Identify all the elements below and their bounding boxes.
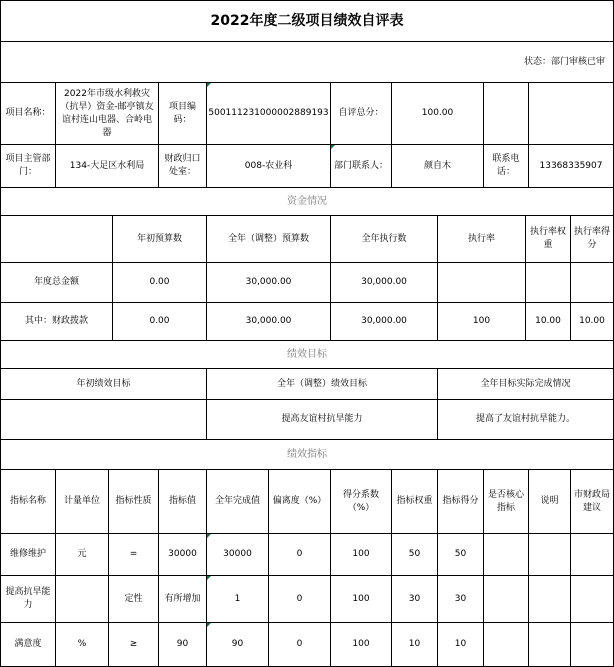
indicators-header: 得分系数（%） bbox=[342, 489, 379, 513]
comment-marker-icon bbox=[207, 534, 211, 538]
indicator-cell: 100 bbox=[352, 549, 370, 559]
indicator-cell bbox=[529, 534, 570, 575]
funds-cell bbox=[526, 263, 570, 302]
project-code-value: 500111231000002889193 bbox=[208, 108, 329, 118]
indicator-cell bbox=[571, 534, 613, 575]
goals-header: 全年目标实际完成情况 bbox=[480, 378, 571, 389]
indicators-section-title: 绩效指标 bbox=[287, 449, 327, 460]
funds-cell: 30,000.00 bbox=[361, 316, 407, 326]
comment-marker-icon bbox=[331, 145, 335, 149]
indicator-cell: 100 bbox=[352, 593, 370, 604]
funds-cell bbox=[438, 263, 525, 302]
indicator-cell: 30000 bbox=[223, 549, 252, 559]
indicator-cell bbox=[484, 623, 528, 666]
indicators-header: 计量单位 bbox=[63, 496, 100, 506]
project-code-label: 项目编码： bbox=[168, 101, 196, 125]
goals-header: 全年（调整）绩效目标 bbox=[276, 378, 367, 389]
indicator-cell bbox=[484, 576, 528, 622]
indicator-cell: 90 bbox=[231, 639, 244, 649]
dept-value: 134-大足区水利局 bbox=[69, 160, 145, 171]
indicator-cell: 定性 bbox=[124, 593, 143, 604]
goals-value: 提高了友谊村抗旱能力。 bbox=[475, 414, 575, 424]
funds-section-title: 资金情况 bbox=[287, 196, 327, 207]
contact-value: 颜自木 bbox=[423, 160, 451, 171]
indicator-cell bbox=[571, 576, 613, 622]
indicator-cell: 50 bbox=[408, 549, 421, 559]
indicator-cell: 10 bbox=[408, 639, 421, 649]
indicator-cell: 元 bbox=[77, 549, 87, 559]
indicator-cell: % bbox=[77, 639, 87, 649]
comment-marker-icon bbox=[207, 576, 211, 580]
indicator-cell: 100 bbox=[352, 639, 370, 649]
indicator-cell: ≥ bbox=[129, 639, 138, 649]
finance-office-value: 008-农业科 bbox=[244, 160, 293, 171]
funds-row-label: 年度总金额 bbox=[33, 277, 79, 287]
indicator-cell bbox=[529, 576, 570, 622]
status-label: 状态：部门审核已审 bbox=[523, 56, 605, 67]
dept-label: 项目主管部门： bbox=[5, 154, 51, 177]
funds-cell bbox=[571, 263, 613, 302]
indicator-cell: 提高抗旱能力 bbox=[5, 587, 51, 610]
funds-header: 全年执行数 bbox=[361, 233, 407, 244]
funds-header: 全年（调整）预算数 bbox=[227, 233, 309, 244]
indicators-header: 指标性质 bbox=[115, 496, 152, 506]
project-name-value: 2022年市级水利救灾（抗旱）资金-邮亭镇友谊村连山电器、合岭电器 bbox=[60, 88, 154, 138]
indicator-cell: 90 bbox=[176, 639, 189, 649]
indicators-header: 是否核心指标 bbox=[487, 489, 524, 513]
indicator-cell: = bbox=[129, 549, 138, 559]
finance-office-label: 财政归口处室： bbox=[164, 154, 201, 177]
indicators-header: 偏离度（%） bbox=[272, 496, 327, 506]
self-score-value: 100.00 bbox=[421, 108, 454, 118]
indicator-cell: 0 bbox=[296, 639, 303, 649]
page-title: 2022年度二级项目绩效自评表 bbox=[210, 12, 404, 29]
indicator-cell: 30000 bbox=[168, 549, 197, 559]
phone-value: 13368335907 bbox=[539, 160, 603, 171]
funds-row-label: 其中：财政拨款 bbox=[24, 316, 88, 326]
indicators-header: 指标得分 bbox=[442, 496, 479, 506]
indicators-header: 说明 bbox=[540, 496, 559, 506]
indicator-cell: 50 bbox=[454, 549, 467, 559]
comment-marker-icon bbox=[207, 83, 211, 87]
indicator-cell: 0 bbox=[296, 593, 303, 604]
indicator-cell: 有所增加 bbox=[164, 593, 201, 604]
contact-label: 部门联系人： bbox=[333, 160, 388, 171]
goals-value: 提高友谊村抗旱能力 bbox=[281, 414, 363, 424]
indicator-cell: 10 bbox=[454, 639, 467, 649]
phone-label: 联系电话： bbox=[492, 154, 520, 177]
funds-header: 执行率得分 bbox=[573, 227, 610, 250]
indicator-cell: 1 bbox=[234, 593, 241, 604]
funds-cell: 30,000.00 bbox=[245, 316, 292, 326]
funds-header: 年初预算数 bbox=[136, 233, 182, 244]
indicators-header: 指标值 bbox=[168, 496, 196, 506]
funds-cell: 30,000.00 bbox=[361, 277, 407, 287]
goals-section-title: 绩效目标 bbox=[287, 349, 327, 360]
indicator-cell: 30 bbox=[408, 593, 421, 604]
indicators-header: 指标名称 bbox=[9, 496, 46, 506]
goals-value bbox=[1, 400, 206, 439]
project-name-label: 项目名称： bbox=[5, 108, 51, 118]
indicators-header: 市财政局建议 bbox=[573, 489, 610, 513]
funds-cell: 100 bbox=[472, 316, 491, 326]
indicator-cell: 满意度 bbox=[14, 639, 42, 649]
indicator-cell bbox=[529, 623, 570, 666]
indicators-header: 指标权重 bbox=[396, 496, 433, 506]
funds-cell: 10.00 bbox=[535, 316, 561, 326]
indicators-header: 全年完成值 bbox=[214, 496, 260, 506]
comment-marker-icon bbox=[207, 623, 211, 627]
funds-header: 执行率 bbox=[467, 233, 495, 244]
funds-header: 执行率权重 bbox=[529, 227, 566, 250]
indicator-cell bbox=[56, 576, 108, 622]
indicator-cell bbox=[484, 534, 528, 575]
indicator-cell: 维修维护 bbox=[9, 549, 46, 559]
funds-cell: 30,000.00 bbox=[245, 277, 292, 287]
funds-cell: 0.00 bbox=[149, 277, 170, 287]
self-score-label: 自评总分： bbox=[338, 108, 384, 118]
indicator-cell: 0 bbox=[296, 549, 303, 559]
funds-cell: 0.00 bbox=[149, 316, 170, 326]
goals-header: 年初绩效目标 bbox=[76, 378, 131, 389]
indicator-cell bbox=[571, 623, 613, 666]
indicator-cell: 30 bbox=[454, 593, 467, 604]
funds-cell: 10.00 bbox=[579, 316, 605, 326]
